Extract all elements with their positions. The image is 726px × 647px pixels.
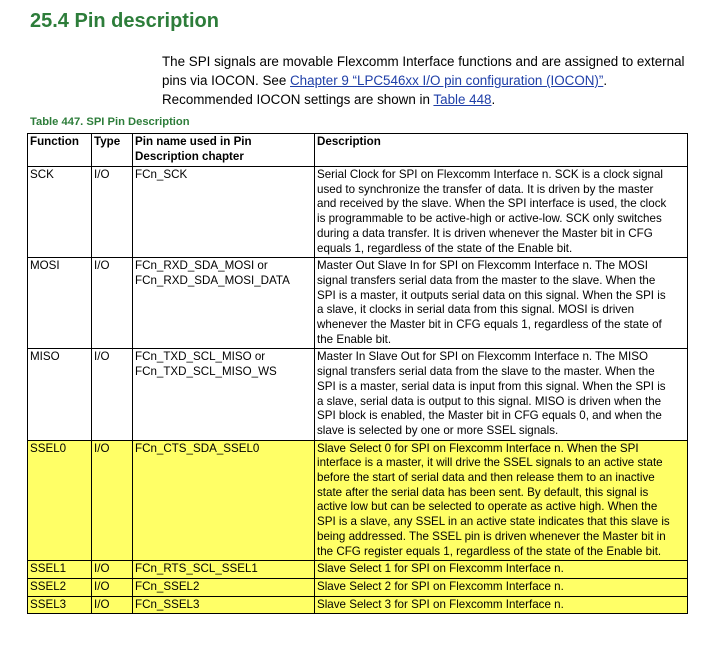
description-line: Slave Select 3 for SPI on Flexcomm Interface n. [317,597,564,611]
pin-name-line: FCn_TXD_SCL_MISO_WS [135,365,277,379]
intro-line-3-prefix: Recommended IOCON settings are shown in [162,92,434,107]
cell-pin-name [133,440,315,561]
intro-line-3-suffix: . [491,92,496,107]
intro-line-2-suffix: . [603,73,608,88]
description-line: a slave, serial data is output to this signal. MISO is driven when the [317,394,662,408]
description-line: Slave Select 0 for SPI on Flexcomm Interface n. When the SPI [317,441,639,455]
description-line: being addressed. The SSEL pin is driven whenever the Master bit in [317,529,666,543]
header-type: Type [92,134,133,167]
description-line: equals 1, regardless of the state of the Enable bit. [317,241,573,255]
description-line: Master Out Slave In for SPI on Flexcomm Interface n. The MOSI [317,259,648,273]
description-line: interface is a master, it will drive the SSEL signals to an active state [317,456,663,470]
pin-name-line: FCn_TXD_SCL_MISO or [135,350,266,364]
description-line: during a data transfer. It is driven whenever the Master bit in CFG [317,226,653,240]
cell-function: SSEL2 [28,578,92,596]
header-function: Function [28,134,92,167]
description-line: before the start of serial data and then release them to an inactive [317,471,655,485]
header-pin-name-line-2: Description chapter [135,149,244,163]
description-line: the CFG register equals 1, regardless of the state of the Enable bit. [317,544,662,558]
description-line: is programmable to be active-high or active-low. SCK only switches [317,212,662,226]
cell-function: SCK [28,167,92,258]
cell-type: I/O [92,349,133,440]
chapter-9-link[interactable]: Chapter 9 “LPC546xx I/O pin configuration (IOCON)” [290,73,604,88]
pin-name-line: FCn_RXD_SDA_MOSI or [135,259,268,273]
cell-pin-name [133,596,315,614]
pin-name-line: FCn_RTS_SCL_SSEL1 [135,562,258,576]
description-line: whenever the Master bit in CFG equals 1, regardless of the state of [317,318,662,332]
table-448-link[interactable]: Table 448 [433,92,492,107]
cell-description [315,349,688,440]
table-row [28,258,688,349]
cell-description [315,440,688,561]
description-line: and received by the slave. When the SPI interface is used, the clock [317,197,667,211]
description-line: SPI block is enabled, the Master bit in CFG equals 0, and when the [317,409,662,423]
pin-name-line: FCn_CTS_SDA_SSEL0 [135,441,260,455]
table-row [28,440,688,561]
cell-type: I/O [92,167,133,258]
description-line: Slave Select 1 for SPI on Flexcomm Interface n. [317,562,564,576]
cell-description [315,167,688,258]
cell-function: SSEL0 [28,440,92,561]
cell-type: I/O [92,561,133,579]
cell-description [315,258,688,349]
cell-pin-name [133,578,315,596]
header-pin-name-line-1: Pin name used in Pin [135,135,252,148]
table-header-row [28,134,688,167]
cell-function: MISO [28,349,92,440]
description-line: active low but can be selected to operate as active high. When the [317,500,658,514]
intro-line-2-prefix: pins via IOCON. See [162,73,291,88]
description-line: Slave Select 2 for SPI on Flexcomm Interface n. [317,579,564,593]
header-pin-name [133,134,315,167]
table-row [28,561,688,579]
cell-pin-name [133,349,315,440]
cell-type: I/O [92,258,133,349]
description-line: SPI is a master, serial data is input from this signal. When the SPI is [317,379,666,393]
description-line: SPI is a slave, any SSEL in an active state indicates that this slave is [317,515,670,529]
cell-pin-name [133,258,315,349]
description-line: Serial Clock for SPI on Flexcomm Interface n. SCK is a clock signal [317,168,664,181]
pin-name-line: FCn_RXD_SDA_MOSI_DATA [135,273,290,287]
description-line: state after the serial data has been sent. By default, this signal is [317,485,649,499]
pin-name-line: FCn_SCK [135,168,188,181]
cell-type: I/O [92,440,133,561]
cell-pin-name [133,561,315,579]
cell-function: MOSI [28,258,92,349]
table-row [28,596,688,614]
description-line: Master In Slave Out for SPI on Flexcomm Interface n. The MISO [317,350,648,364]
description-line: signal transfers serial data from the slave to the master. When the [317,365,655,379]
description-line: slave is selected by one or more SSEL signals. [317,423,559,437]
table-caption: Table 447. SPI Pin Description [30,116,190,128]
cell-function: SSEL3 [28,596,92,614]
table-body [28,167,688,614]
cell-description [315,578,688,596]
spi-pin-table [27,133,688,614]
table-row [28,349,688,440]
header-description: Description [315,134,688,167]
pin-name-line: FCn_SSEL3 [135,597,200,611]
cell-function: SSEL1 [28,561,92,579]
description-line: a slave, it clocks in serial data from this signal. MOSI is driven [317,303,635,317]
description-line: SPI is a master, it outputs serial data on this signal. When the SPI is [317,288,666,302]
description-line: the Enable bit. [317,332,392,346]
cell-pin-name [133,167,315,258]
pin-name-line: FCn_SSEL2 [135,579,200,593]
cell-type: I/O [92,596,133,614]
cell-description [315,561,688,579]
description-line: signal transfers serial data from the master to the slave. When the [317,273,656,287]
cell-description [315,596,688,614]
description-line: used to synchronize the transfer of data. It is driven by the master [317,182,654,196]
cell-type: I/O [92,578,133,596]
table-row [28,578,688,596]
intro-paragraph [162,52,702,109]
intro-line-1: The SPI signals are movable Flexcomm Interface functions and are assigned to external [162,54,685,69]
table-row [28,167,688,258]
section-title: 25.4 Pin description [30,10,219,32]
